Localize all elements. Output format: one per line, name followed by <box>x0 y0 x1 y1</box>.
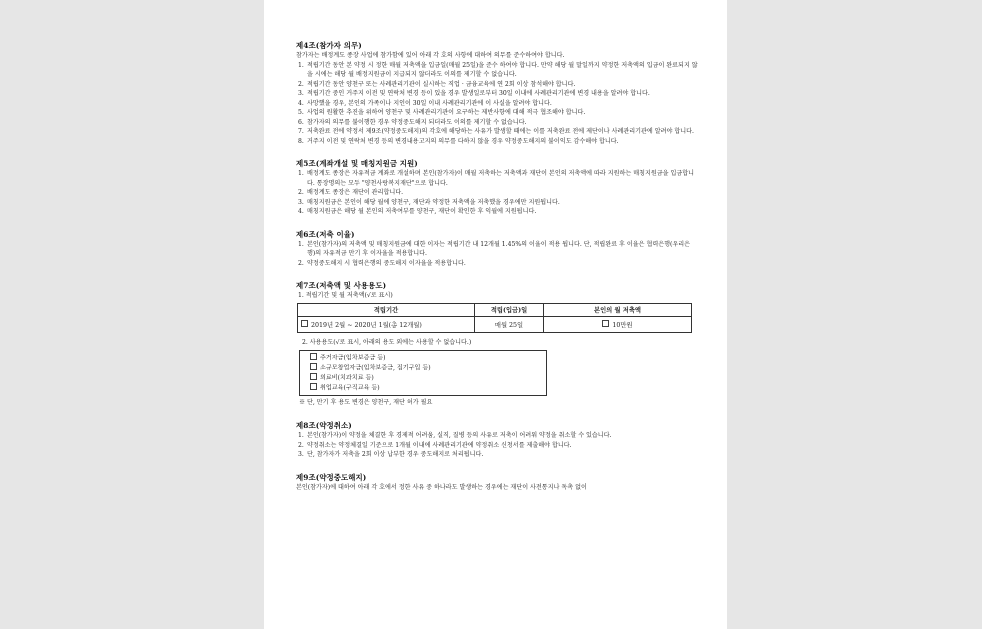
usage-option-label: 취업교육(구직교육 등) <box>320 384 380 392</box>
item-text: 사망했을 경우, 본인의 가족이나 지인이 30일 이내 사례관리기관에 이 사실을 알려야 합니다. <box>307 99 552 107</box>
usage-option-label: 소규모창업자금(임차보증금, 집기구입 등) <box>320 364 431 372</box>
item-number: 6. <box>298 118 304 126</box>
item-text: 참가자의 의무를 불이행한 경우 약정중도해지 되더라도 이의를 제기할 수 없습니다. <box>307 118 527 126</box>
item-number: 3. <box>298 198 304 206</box>
amount-value: 10만원 <box>612 321 633 329</box>
article-4-intro: 참가자는 배정계도 종장 사업에 참가함에 있어 아래 각 호의 사항에 대하여 의무를 준수하여야 합니다. <box>296 52 565 59</box>
article-4-title: 제4조(참가자 의무) <box>296 41 362 50</box>
item-number: 2. <box>298 189 304 196</box>
item-number: 7. <box>298 128 304 135</box>
item-text: 약정취소는 약정체결일 기준으로 1개월 이내에 사례관리기관에 약정취소 신청서를 제출해야 합니다. <box>307 441 572 449</box>
article-9-intro: 본인(참가자)에 대하여 아래 각 호에서 정한 사유 중 하나라도 발생하는 경우에는 재단이 사전통지나 독촉 없이 <box>296 483 587 491</box>
article-8-item <box>296 431 698 441</box>
article-5-item <box>296 198 698 208</box>
item-text: 적립기간 동안 양천구 또는 사례관리기관이 실시하는 직업 · 금융교육에 연 2회 이상 참석해야 합니다. <box>307 80 576 88</box>
item-text: 본인(참가자)이 약정을 체결한 후 경제적 어려움, 실직, 질병 등의 사유로 저축이 어려워 약정을 취소할 수 있습니다. <box>307 432 612 440</box>
item-text: 배정계도 종장은 재단이 관리합니다. <box>307 189 404 196</box>
usage-option-label: 주거자금(임차보증금 등) <box>320 354 386 362</box>
period-value: 2019년 2월 ~ 2020년 1월(총 12개월) <box>311 321 422 329</box>
item-text: 매칭지원금은 해당 월 본인의 저축여부를 양천구, 재단이 확인한 후 익월에 지원됩니다. <box>307 208 537 215</box>
col-deposit-day-header: 적립(입금)일 <box>475 303 544 316</box>
usage-option[interactable] <box>310 363 546 373</box>
amount-cell <box>544 316 692 332</box>
usage-option[interactable] <box>310 353 546 363</box>
savings-table <box>297 303 692 333</box>
article-8-item <box>296 450 698 460</box>
col-period-header: 적립기간 <box>298 303 475 316</box>
item-number: 1. <box>298 170 304 177</box>
document-page <box>264 0 727 629</box>
period-cell <box>298 316 475 332</box>
item-number: 5. <box>298 109 304 116</box>
item-text: 본인(참가자)의 저축액 및 매칭지원금에 대한 이자는 적립기간 내 12개월 1.45%의 이율이 적용 됩니다. 단, 적립완료 후 이율은 협력은행(우리은행)의 자유적금 만기 후 이자율을 적용합니다. <box>307 240 691 257</box>
article-4-item <box>296 127 698 137</box>
item-number: 4. <box>298 208 304 215</box>
article-6-item <box>296 259 698 269</box>
item-text: 약정중도해지 시 협력은행의 중도해지 이자율을 적용합니다. <box>307 259 466 267</box>
article-5-item <box>296 188 698 198</box>
item-number: 1. <box>298 61 304 69</box>
col-amount-header: 본인의 월 저축액 <box>544 303 692 316</box>
article-9-title: 제9조(약정중도해지) <box>296 472 367 482</box>
item-text: 단, 참가자가 저축을 2회 이상 납부한 경우 중도해지로 처리됩니다. <box>307 451 484 459</box>
article-7-note: ※ 단, 만기 후 용도 변경은 양천구, 재단 허가 필요 <box>299 399 433 407</box>
document-content <box>296 40 698 492</box>
article-7-sub1: 1. 적립기간 및 월 저축액(√로 표시) <box>298 292 393 299</box>
article-4-item <box>296 80 698 90</box>
article-7-sub2: 2. 사용용도(√로 표시, 아래의 용도 외에는 사용할 수 없습니다.) <box>302 338 472 346</box>
article-4-item <box>296 89 698 99</box>
checkbox-icon[interactable] <box>602 320 609 327</box>
article-8-item <box>296 441 698 451</box>
item-number: 1. <box>298 432 304 440</box>
item-number: 2. <box>298 441 304 449</box>
article-4-item <box>296 137 698 147</box>
usage-option[interactable] <box>310 373 546 383</box>
article-4-item <box>296 99 698 109</box>
article-6-title: 제6조(저축 이율) <box>296 229 355 239</box>
item-number: 4. <box>298 99 304 107</box>
table-header-row <box>298 303 692 316</box>
article-8-title: 제8조(약정취소) <box>296 421 352 431</box>
item-number: 3. <box>298 90 304 97</box>
item-number: 2. <box>298 80 304 88</box>
usage-option[interactable] <box>310 383 546 393</box>
deposit-day-cell: 매월 25일 <box>475 316 544 332</box>
usage-options-box <box>299 350 547 396</box>
article-4-item <box>296 118 698 128</box>
item-number: 3. <box>298 451 304 459</box>
article-6-item <box>296 240 698 259</box>
article-4-item <box>296 108 698 118</box>
item-text: 사업의 원활한 추진을 위하여 양천구 및 사례관리기관이 요구하는 제반사항에 대해 적극 협조해야 합니다. <box>307 109 586 116</box>
item-number: 8. <box>298 137 304 145</box>
table-row <box>298 316 692 332</box>
article-5-item <box>296 207 698 217</box>
item-text: 저축완료 전에 약정서 제9조(약정중도해지)의 각호에 해당하는 사유가 발생할 때에는 이를 저축완료 전에 제단이나 사례관리기관에 알려야 합니다. <box>307 128 694 135</box>
checkbox-icon[interactable] <box>301 320 308 327</box>
checkbox-icon[interactable] <box>310 363 317 370</box>
item-text: 적립기간 동안 본 약정 시 정한 매월 저축액을 입금일(매월 25일)을 준수 하여야 합니다. 만약 해당 월 말일까지 약정한 저축액의 입금이 완료되지 않을 시에는 해당 월 배정지원금이 지급되지 않더라도 이의를 제기할 수 없습니다. <box>307 61 698 78</box>
usage-option-label: 의료비(치과치료 등) <box>320 374 374 382</box>
article-5-item <box>296 169 698 188</box>
checkbox-icon[interactable] <box>310 353 317 360</box>
item-text: 거주지 이전 및 연락처 변경 등의 변경내용고지의 의무를 다하지 않을 경우 약정중도해지의 불이익도 감수해야 합니다. <box>307 137 619 145</box>
checkbox-icon[interactable] <box>310 383 317 390</box>
item-number: 1. <box>298 240 304 248</box>
item-text: 적립기간 중인 거주지 이전 및 연락처 변경 등이 있을 경우 발생일로부터 30일 이내에 사례관리기관에 변경 내용을 알려야 합니다. <box>307 90 650 97</box>
item-text: 매칭지원금은 본인이 해당 월에 양천구, 재단과 약정한 저축액을 저축했을 경우에만 지원됩니다. <box>307 198 560 206</box>
article-5-title: 제5조(계좌개설 및 매칭지원금 지원) <box>296 159 418 168</box>
article-7-title: 제7조(저축액 및 사용용도) <box>296 281 387 290</box>
checkbox-icon[interactable] <box>310 373 317 380</box>
item-text: 배정계도 종장은 자유적금 계좌로 개설하며 본인(참가자)이 매월 저축하는 저축액과 재단이 본인의 저축액에 따라 지원하는 매칭지원금을 입금합니다. 통장명의는 모두 "양천사랑복지재단"으로 합니다. <box>307 170 695 187</box>
item-number: 2. <box>298 259 304 267</box>
article-4-item <box>296 61 698 80</box>
